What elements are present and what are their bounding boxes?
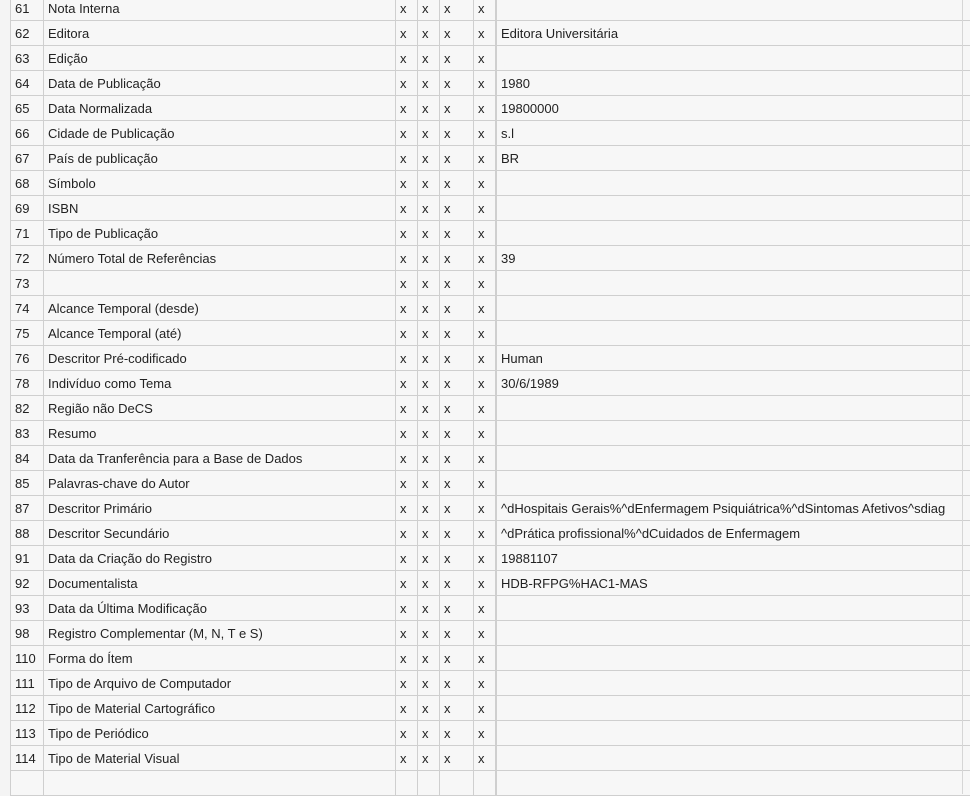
field-mark-2: x — [418, 21, 440, 46]
field-mark-3: x — [440, 621, 474, 646]
field-number: 83 — [11, 421, 44, 446]
field-mark-2: x — [418, 96, 440, 121]
field-value — [497, 296, 970, 321]
field-row — [11, 0, 970, 21]
field-mark-2: x — [418, 121, 440, 146]
field-name: Registro Complementar (M, N, T e S) — [44, 621, 396, 646]
field-mark-2: x — [418, 646, 440, 671]
field-row — [11, 321, 970, 346]
field-value: 30/6/1989 — [497, 371, 970, 396]
field-mark-2: x — [418, 271, 440, 296]
field-value: Human — [497, 346, 970, 371]
field-row — [11, 721, 970, 746]
field-mark-3: x — [440, 721, 474, 746]
field-mark-4: x — [474, 446, 496, 471]
field-row — [11, 71, 970, 96]
field-row — [11, 471, 970, 496]
field-name: Alcance Temporal (até) — [44, 321, 396, 346]
field-row — [11, 196, 970, 221]
field-number: 98 — [11, 621, 44, 646]
field-name: Documentalista — [44, 571, 396, 596]
field-mark-3: x — [440, 46, 474, 71]
field-name: Nota Interna — [44, 0, 396, 21]
field-value — [497, 221, 970, 246]
field-name: Cidade de Publicação — [44, 121, 396, 146]
field-mark-4: x — [474, 246, 496, 271]
field-mark-2: x — [418, 421, 440, 446]
field-mark-3: x — [440, 0, 474, 21]
field-row — [11, 21, 970, 46]
field-mark-1: x — [396, 671, 418, 696]
field-row — [11, 346, 970, 371]
field-mark-1: x — [396, 21, 418, 46]
field-name: Data da Criação do Registro — [44, 546, 396, 571]
field-mark-1: x — [396, 646, 418, 671]
field-number: 64 — [11, 71, 44, 96]
field-name: Descritor Primário — [44, 496, 396, 521]
field-number: 69 — [11, 196, 44, 221]
field-mark-4: x — [474, 671, 496, 696]
field-mark-1: x — [396, 246, 418, 271]
field-row — [11, 121, 970, 146]
field-mark-1: x — [396, 0, 418, 21]
field-mark-2: x — [418, 621, 440, 646]
field-mark-4: x — [474, 521, 496, 546]
field-mark-2: x — [418, 471, 440, 496]
field-mark-3: x — [440, 571, 474, 596]
field-value — [497, 471, 970, 496]
field-value: ^dHospitais Gerais%^dEnfermagem Psiquiátrica%^dSintomas Afetivos^sdiag — [497, 496, 970, 521]
field-mark-3: x — [440, 446, 474, 471]
field-number: 63 — [11, 46, 44, 71]
field-mark-1: x — [396, 46, 418, 71]
field-row — [11, 646, 970, 671]
field-mark-3: x — [440, 371, 474, 396]
field-mark-2: x — [418, 321, 440, 346]
field-mark-4: x — [474, 621, 496, 646]
field-mark-2: x — [418, 196, 440, 221]
field-mark-2: x — [418, 71, 440, 96]
field-row — [11, 596, 970, 621]
field-mark-4: x — [474, 296, 496, 321]
field-row — [11, 546, 970, 571]
field-mark-4: x — [474, 221, 496, 246]
field-number: 74 — [11, 296, 44, 321]
field-mark-4: x — [474, 646, 496, 671]
field-mark-3: x — [440, 546, 474, 571]
field-mark-1: x — [396, 696, 418, 721]
field-mark-3: x — [440, 671, 474, 696]
field-row — [11, 371, 970, 396]
field-value: 39 — [497, 246, 970, 271]
field-mark-2: x — [418, 571, 440, 596]
field-mark-2: x — [418, 521, 440, 546]
field-mark-3: x — [440, 521, 474, 546]
field-mark-3: x — [440, 396, 474, 421]
field-mark-3: x — [440, 696, 474, 721]
field-row — [11, 571, 970, 596]
field-number: 78 — [11, 371, 44, 396]
field-mark-2: x — [418, 396, 440, 421]
field-mark-4: x — [474, 346, 496, 371]
field-number: 93 — [11, 596, 44, 621]
field-mark-4: x — [474, 121, 496, 146]
field-value — [497, 746, 970, 771]
field-mark-2: x — [418, 0, 440, 21]
field-mark-4: x — [474, 171, 496, 196]
field-number: 112 — [11, 696, 44, 721]
field-name: Data de Publicação — [44, 71, 396, 96]
field-mark-2: x — [418, 546, 440, 571]
field-mark-3: x — [440, 171, 474, 196]
field-value — [497, 621, 970, 646]
field-row — [11, 221, 970, 246]
field-value — [497, 671, 970, 696]
field-number: 91 — [11, 546, 44, 571]
field-number: 68 — [11, 171, 44, 196]
field-value — [497, 271, 970, 296]
field-value: 19881107 — [497, 546, 970, 571]
field-row — [11, 96, 970, 121]
field-name: País de publicação — [44, 146, 396, 171]
field-mark-1: x — [396, 721, 418, 746]
field-value — [497, 171, 970, 196]
field-mark-3: x — [440, 471, 474, 496]
field-mark-4: x — [474, 146, 496, 171]
field-mark-1: x — [396, 221, 418, 246]
field-number: 88 — [11, 521, 44, 546]
field-mark-1: x — [396, 171, 418, 196]
field-number: 75 — [11, 321, 44, 346]
field-name: Tipo de Material Cartográfico — [44, 696, 396, 721]
field-mark-1: x — [396, 371, 418, 396]
field-mark-4: x — [474, 0, 496, 21]
field-name: ISBN — [44, 196, 396, 221]
field-mark-3: x — [440, 146, 474, 171]
field-mark-2: x — [418, 371, 440, 396]
field-row — [11, 696, 970, 721]
field-mark-4: x — [474, 96, 496, 121]
field-mark-1: x — [396, 121, 418, 146]
field-name: Palavras-chave do Autor — [44, 471, 396, 496]
field-value — [497, 721, 970, 746]
field-value — [497, 696, 970, 721]
field-mark-2: x — [418, 346, 440, 371]
field-mark-1: x — [396, 96, 418, 121]
field-mark-4: x — [474, 196, 496, 221]
field-mark-4: x — [474, 746, 496, 771]
field-number: 66 — [11, 121, 44, 146]
field-mark-4 — [474, 771, 496, 796]
field-number: 114 — [11, 746, 44, 771]
field-mark-1: x — [396, 71, 418, 96]
field-mark-3: x — [440, 271, 474, 296]
field-mark-1: x — [396, 621, 418, 646]
field-name: Tipo de Periódico — [44, 721, 396, 746]
field-mark-1: x — [396, 496, 418, 521]
field-name — [44, 271, 396, 296]
field-mark-4: x — [474, 546, 496, 571]
record-fields-table — [10, 0, 970, 796]
field-mark-1: x — [396, 596, 418, 621]
field-value: 19800000 — [497, 96, 970, 121]
field-mark-2: x — [418, 746, 440, 771]
field-value — [497, 596, 970, 621]
field-mark-3: x — [440, 221, 474, 246]
field-number: 71 — [11, 221, 44, 246]
record-fields-container — [10, 0, 970, 796]
field-value: s.l — [497, 121, 970, 146]
field-name: Descritor Pré-codificado — [44, 346, 396, 371]
field-row — [11, 771, 970, 796]
field-number: 110 — [11, 646, 44, 671]
field-row — [11, 396, 970, 421]
field-mark-2: x — [418, 171, 440, 196]
field-row — [11, 246, 970, 271]
field-row — [11, 146, 970, 171]
field-mark-4: x — [474, 396, 496, 421]
field-name: Número Total de Referências — [44, 246, 396, 271]
field-number: 65 — [11, 96, 44, 121]
field-value — [497, 421, 970, 446]
field-name: Tipo de Material Visual — [44, 746, 396, 771]
field-name: Edição — [44, 46, 396, 71]
field-mark-2: x — [418, 596, 440, 621]
field-row — [11, 521, 970, 546]
page-edge-divider — [962, 0, 963, 794]
field-mark-2: x — [418, 246, 440, 271]
field-number: 111 — [11, 671, 44, 696]
field-value: ^dPrática profissional%^dCuidados de Enfermagem — [497, 521, 970, 546]
field-value — [497, 646, 970, 671]
field-name: Resumo — [44, 421, 396, 446]
field-mark-3: x — [440, 646, 474, 671]
field-number: 92 — [11, 571, 44, 596]
field-name: Alcance Temporal (desde) — [44, 296, 396, 321]
field-row — [11, 746, 970, 771]
field-mark-3 — [440, 771, 474, 796]
field-mark-2: x — [418, 696, 440, 721]
field-mark-4: x — [474, 721, 496, 746]
field-row — [11, 446, 970, 471]
field-value: Editora Universitária — [497, 21, 970, 46]
field-mark-1: x — [396, 521, 418, 546]
field-name: Tipo de Publicação — [44, 221, 396, 246]
field-row — [11, 621, 970, 646]
field-row — [11, 46, 970, 71]
field-mark-3: x — [440, 246, 474, 271]
field-number: 84 — [11, 446, 44, 471]
field-mark-2: x — [418, 446, 440, 471]
field-mark-2: x — [418, 671, 440, 696]
field-row — [11, 421, 970, 446]
field-value — [497, 396, 970, 421]
field-row — [11, 171, 970, 196]
field-name: Forma do Ítem — [44, 646, 396, 671]
field-mark-2: x — [418, 146, 440, 171]
field-mark-4: x — [474, 271, 496, 296]
field-number: 73 — [11, 271, 44, 296]
field-name: Região não DeCS — [44, 396, 396, 421]
field-mark-1: x — [396, 446, 418, 471]
field-name — [44, 771, 396, 796]
field-mark-1: x — [396, 296, 418, 321]
field-mark-4: x — [474, 321, 496, 346]
field-mark-4: x — [474, 46, 496, 71]
field-mark-2: x — [418, 221, 440, 246]
field-mark-1: x — [396, 146, 418, 171]
field-value — [497, 46, 970, 71]
field-mark-1: x — [396, 421, 418, 446]
field-mark-1: x — [396, 321, 418, 346]
field-mark-2 — [418, 771, 440, 796]
field-number: 85 — [11, 471, 44, 496]
field-value — [497, 771, 970, 796]
field-value: BR — [497, 146, 970, 171]
field-value — [497, 196, 970, 221]
field-name: Editora — [44, 21, 396, 46]
field-mark-1 — [396, 771, 418, 796]
field-mark-3: x — [440, 421, 474, 446]
field-number: 67 — [11, 146, 44, 171]
field-value — [497, 321, 970, 346]
field-mark-3: x — [440, 346, 474, 371]
field-mark-1: x — [396, 471, 418, 496]
field-value: 1980 — [497, 71, 970, 96]
field-number: 61 — [11, 0, 44, 21]
field-mark-3: x — [440, 21, 474, 46]
field-mark-4: x — [474, 571, 496, 596]
field-mark-3: x — [440, 746, 474, 771]
field-mark-2: x — [418, 46, 440, 71]
field-mark-1: x — [396, 746, 418, 771]
field-mark-4: x — [474, 21, 496, 46]
field-mark-3: x — [440, 596, 474, 621]
field-mark-4: x — [474, 71, 496, 96]
field-mark-2: x — [418, 296, 440, 321]
field-mark-1: x — [396, 346, 418, 371]
field-mark-3: x — [440, 296, 474, 321]
field-name: Data da Tranferência para a Base de Dados — [44, 446, 396, 471]
field-mark-1: x — [396, 271, 418, 296]
field-mark-4: x — [474, 596, 496, 621]
field-row — [11, 296, 970, 321]
field-mark-4: x — [474, 696, 496, 721]
field-mark-3: x — [440, 321, 474, 346]
field-mark-3: x — [440, 496, 474, 521]
field-name: Data Normalizada — [44, 96, 396, 121]
field-number — [11, 771, 44, 796]
record-fields-body — [11, 0, 970, 796]
field-mark-2: x — [418, 496, 440, 521]
field-mark-4: x — [474, 471, 496, 496]
field-name: Símbolo — [44, 171, 396, 196]
field-name: Indivíduo como Tema — [44, 371, 396, 396]
field-number: 82 — [11, 396, 44, 421]
field-mark-4: x — [474, 496, 496, 521]
field-value — [497, 0, 970, 21]
field-mark-3: x — [440, 71, 474, 96]
field-name: Data da Última Modificação — [44, 596, 396, 621]
field-mark-4: x — [474, 421, 496, 446]
field-mark-1: x — [396, 546, 418, 571]
field-name: Tipo de Arquivo de Computador — [44, 671, 396, 696]
field-number: 62 — [11, 21, 44, 46]
field-mark-3: x — [440, 121, 474, 146]
field-mark-1: x — [396, 196, 418, 221]
field-number: 72 — [11, 246, 44, 271]
field-number: 76 — [11, 346, 44, 371]
field-value: HDB-RFPG%HAC1-MAS — [497, 571, 970, 596]
field-name: Descritor Secundário — [44, 521, 396, 546]
field-row — [11, 271, 970, 296]
field-number: 87 — [11, 496, 44, 521]
field-number: 113 — [11, 721, 44, 746]
field-value — [497, 446, 970, 471]
field-row — [11, 671, 970, 696]
field-row — [11, 496, 970, 521]
field-mark-1: x — [396, 396, 418, 421]
field-mark-2: x — [418, 721, 440, 746]
field-mark-3: x — [440, 196, 474, 221]
field-mark-4: x — [474, 371, 496, 396]
field-mark-1: x — [396, 571, 418, 596]
field-mark-3: x — [440, 96, 474, 121]
